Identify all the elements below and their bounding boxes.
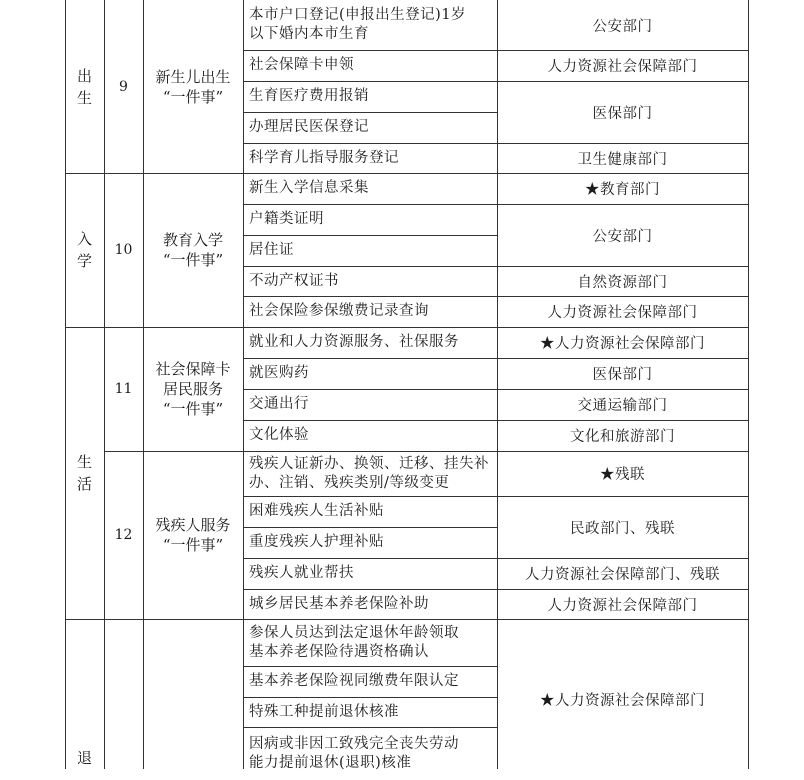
service-item [243,266,497,296]
table-rule [243,558,498,559]
responsible-department [497,420,748,451]
service-item [243,112,497,143]
responsible-department-text: 人力资源社会保障部门 [547,59,698,75]
table-rule [243,266,498,267]
table-rule [104,451,749,452]
table-rule [243,389,498,390]
category-cell [65,0,104,173]
responsible-department-text: 自然资源部门 [577,274,668,291]
responsible-department-text: 民政部门、残联 [570,520,675,537]
table-rule [497,589,749,590]
responsible-department [497,358,748,389]
item-name-text: 教育入学 “一件事” [162,231,224,269]
service-item [243,327,497,358]
service-item-text: 科学育儿指导服务登记 [249,149,399,166]
service-item-text: 基本养老保险视同缴费年限认定 [249,673,459,689]
service-item [243,235,497,266]
service-item-text: 社会保险参保缴费记录查询 [249,303,429,319]
item-name [143,451,243,619]
category-cell-text: 入学 [76,230,92,270]
service-item-text: 本市户口登记(申报出生登记)1岁 以下婚内本市生育 [249,7,467,42]
item-number [104,327,143,451]
service-item [243,496,497,527]
service-item-text: 社会保障卡申领 [249,57,354,73]
table-rule [243,204,498,205]
table-rule [497,496,749,497]
service-item [243,589,497,619]
table-rule [243,50,498,51]
table-rule [497,266,749,267]
responsible-department-text: 人力资源社会保障部门 [547,305,698,321]
responsible-department [497,50,748,81]
service-item [243,666,497,697]
service-item-text: 新生入学信息采集 [249,180,369,196]
responsible-department-text: 人力资源社会保障部门、残联 [525,567,720,583]
service-item-text: 交通出行 [249,396,309,412]
table-rule [497,204,749,205]
responsible-department [497,558,748,589]
service-item-text: 残疾人就业帮扶 [249,565,354,581]
table-rule [243,727,498,728]
responsible-department-text: 卫生健康部门 [577,151,668,168]
service-item-text: 生育医疗费用报销 [249,88,369,104]
responsible-department-text: 文化和旅游部门 [570,429,675,445]
table-rule [497,0,498,769]
table-rule [243,112,498,113]
table-rule [104,0,105,769]
table-rule [748,0,749,769]
table-rule [243,589,498,590]
item-name-text: 社会保障卡 居民服务 “一件事” [155,360,231,418]
category-cell [65,327,104,619]
table-rule [243,420,498,421]
responsible-department-text: 医保部门 [592,105,653,122]
service-item-text: 城乡居民基本养老保险补助 [249,595,429,612]
table-rule [497,358,749,359]
table-rule [243,143,498,144]
table-rule [497,558,749,559]
item-name-text: 残疾人服务 “一件事” [155,516,231,554]
service-item [243,173,497,204]
service-item-text: 残疾人证新办、换领、迁移、挂失补 办、注销、残疾类别/等级变更 [249,455,489,491]
table-rule [65,173,749,174]
table-rule [497,143,749,144]
service-item [243,389,497,420]
item-number [104,0,143,173]
responsible-department [497,266,748,296]
responsible-department-text: 医保部门 [592,367,653,383]
service-item-text: 重度残疾人护理补贴 [249,534,384,550]
service-item [243,451,497,496]
table-rule [243,235,498,236]
service-item [243,697,497,727]
item-number-text: 12 [114,527,133,543]
responsible-department-text: 交通运输部门 [577,398,668,414]
table-rule [243,666,498,667]
table-rule [243,496,498,497]
item-number-text: 9 [119,78,128,95]
responsible-department-text: ★残联 [600,467,645,483]
service-item [243,50,497,81]
table-rule [497,420,749,421]
item-name [143,327,243,451]
table-rule [243,527,498,528]
item-number-text: 11 [114,381,133,397]
responsible-department [497,389,748,420]
table-rule [497,389,749,390]
table-rule [243,697,498,698]
service-item-text: 居住证 [249,242,294,258]
service-item-text: 不动产权证书 [249,272,339,289]
table-rule [65,0,66,769]
category-cell [65,619,104,769]
service-item [243,296,497,327]
item-name-text: 新生儿出生 “一件事” [155,67,231,106]
item-number-text: 10 [114,242,133,258]
responsible-department-text: ★教育部门 [585,182,660,198]
service-item-text: 就医购药 [249,365,309,381]
responsible-department [497,204,748,266]
table-rule [243,0,244,769]
service-item [243,619,497,666]
service-item-text: 困难残疾人生活补贴 [249,503,384,519]
responsible-department [497,496,748,558]
item-number [104,451,143,619]
table-rule [243,358,498,359]
category-cell-text: 出生 [76,66,92,107]
responsible-department-text: 公安部门 [592,18,653,35]
service-item [243,420,497,451]
table-rule [65,619,749,620]
service-item-text: 文化体验 [249,427,309,443]
category-cell [65,173,104,327]
item-name [143,619,243,780]
responsible-department [497,327,748,358]
responsible-department [497,143,748,173]
service-item [243,527,497,558]
table-rule [243,296,498,297]
table-rule [143,0,144,769]
service-item [243,204,497,235]
responsible-department [497,619,748,780]
service-item [243,727,497,780]
service-item-text: 办理居民医保登记 [249,119,369,135]
responsible-department [497,173,748,204]
service-item [243,81,497,112]
item-number [104,619,143,780]
responsible-department [497,589,748,619]
item-name [143,0,243,173]
service-item-text: 户籍类证明 [249,211,324,227]
table-rule [497,50,749,51]
category-cell-text: 生活 [76,453,92,493]
service-item [243,143,497,173]
service-item [243,558,497,589]
responsible-department [497,81,748,143]
service-item-text: 参保人员达到法定退休年龄领取 基本养老保险待遇资格确认 [249,624,459,660]
service-item-text: 就业和人力资源服务、社保服务 [249,334,459,350]
responsible-department-text: 人力资源社会保障部门 [547,597,698,614]
responsible-department [497,296,748,327]
table-rule [497,81,749,82]
table-rule [243,81,498,82]
responsible-department [497,0,748,50]
service-item-text: 因病或非因工致残完全丧失劳动 能力提前退休(退职)核准 [249,735,459,771]
table-rule [497,296,749,297]
service-item [243,0,497,50]
item-number [104,173,143,327]
responsible-department-text: 公安部门 [592,228,653,245]
service-item [243,358,497,389]
responsible-department-text: ★人力资源社会保障部门 [540,336,705,352]
responsible-department [497,451,748,496]
item-name [143,173,243,327]
responsible-department-text: ★人力资源社会保障部门 [540,693,705,709]
category-cell-text: 退 [76,749,92,767]
table-rule [65,327,749,328]
service-item-text: 特殊工种提前退休核准 [249,703,399,720]
